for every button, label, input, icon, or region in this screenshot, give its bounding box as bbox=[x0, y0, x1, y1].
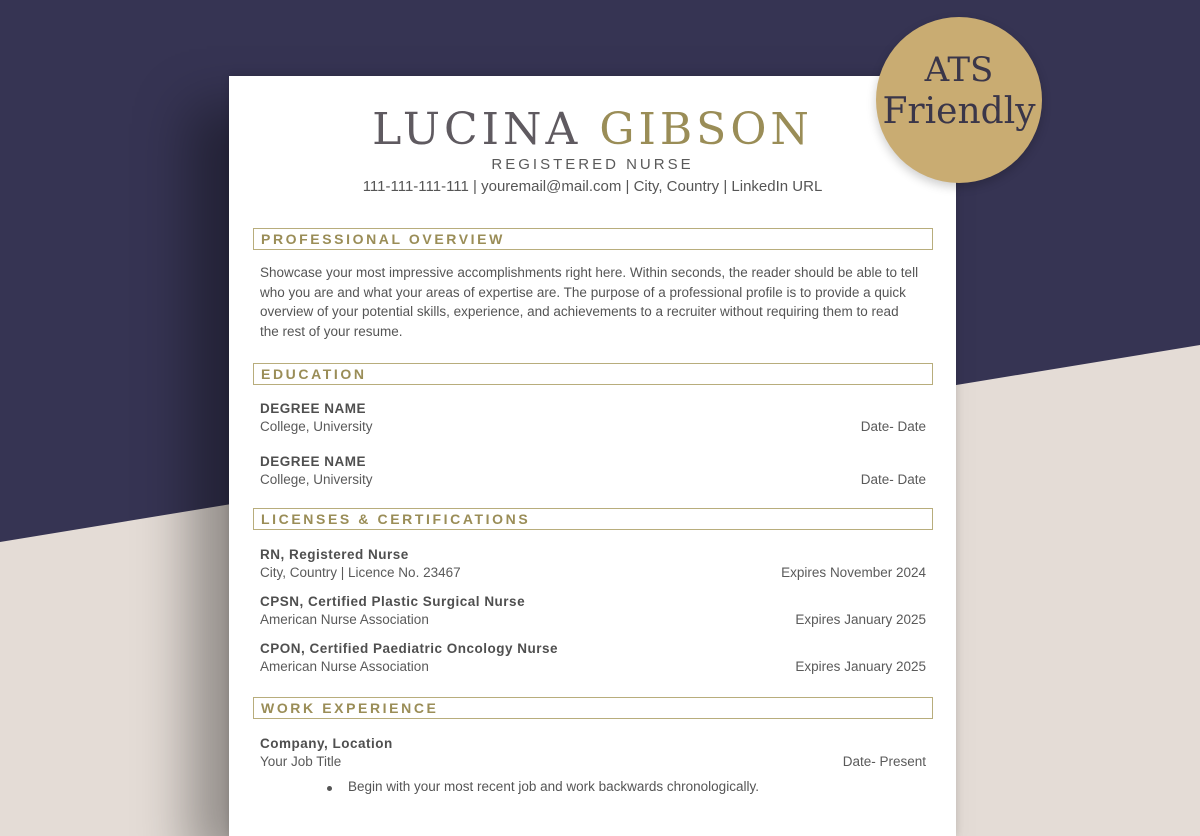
section-header-work bbox=[253, 697, 933, 719]
section-header-education bbox=[253, 363, 933, 385]
license-entry bbox=[260, 641, 926, 681]
license-expiry: Expires January 2025 bbox=[795, 659, 926, 674]
section-title: LICENSES & CERTIFICATIONS bbox=[261, 511, 531, 527]
license-detail: American Nurse Association bbox=[260, 659, 429, 674]
work-role: Your Job Title bbox=[260, 754, 342, 769]
license-detail: American Nurse Association bbox=[260, 612, 429, 627]
work-dates: Date- Present bbox=[842, 754, 926, 769]
overview-line: Showcase your most impressive accomplishments right here. Within seconds, the reader should be able to tell bbox=[260, 265, 919, 280]
overview-line: who you are and what your areas of expertise are. The purpose of a professional profile is to provide a quick bbox=[260, 284, 906, 300]
last-name: GIBSON bbox=[599, 104, 813, 155]
overview-line: the rest of your resume. bbox=[260, 323, 403, 339]
license-expiry: Expires November 2024 bbox=[781, 565, 926, 580]
first-name: LUCINA bbox=[372, 104, 582, 155]
degree-name: DEGREE NAME bbox=[260, 401, 367, 416]
section-title: PROFESSIONAL OVERVIEW bbox=[261, 231, 505, 247]
section-header-licenses bbox=[253, 508, 933, 530]
education-entry bbox=[260, 454, 926, 494]
school-name: College, University bbox=[260, 472, 373, 487]
section-title: EDUCATION bbox=[261, 366, 367, 382]
overview-line: overview of your potential skills, experience, and achievements to a recruiter without requiring them to read bbox=[260, 304, 899, 320]
section-title: WORK EXPERIENCE bbox=[261, 700, 439, 716]
license-name: RN, Registered Nurse bbox=[260, 547, 409, 562]
education-entry bbox=[260, 401, 926, 441]
badge-line-2: Friendly bbox=[882, 91, 1036, 132]
education-dates: Date- Date bbox=[860, 419, 926, 434]
overview-paragraph bbox=[260, 263, 936, 341]
company-name: Company, Location bbox=[260, 736, 393, 751]
candidate-name bbox=[229, 104, 956, 156]
job-title: REGISTERED NURSE bbox=[491, 156, 694, 173]
bullet-icon bbox=[327, 786, 332, 791]
license-entry bbox=[260, 547, 926, 587]
school-name: College, University bbox=[260, 419, 373, 434]
work-entry bbox=[260, 736, 926, 776]
badge-line-1: ATS bbox=[924, 50, 994, 90]
resume-page bbox=[229, 76, 956, 836]
license-detail: City, Country | Licence No. 23467 bbox=[260, 565, 461, 580]
license-expiry: Expires January 2025 bbox=[795, 612, 926, 627]
license-entry bbox=[260, 594, 926, 634]
contact-line: 111-111-111-111 | youremail@mail.com | City, Country | LinkedIn URL bbox=[362, 178, 823, 195]
education-dates: Date- Date bbox=[860, 472, 926, 487]
work-bullet: Begin with your most recent job and work backwards chronologically. bbox=[348, 779, 759, 794]
ats-friendly-badge bbox=[876, 17, 1042, 183]
license-name: CPON, Certified Paediatric Oncology Nurse bbox=[260, 641, 559, 656]
license-name: CPSN, Certified Plastic Surgical Nurse bbox=[260, 594, 526, 609]
degree-name: DEGREE NAME bbox=[260, 454, 367, 469]
section-header-overview bbox=[253, 228, 933, 250]
